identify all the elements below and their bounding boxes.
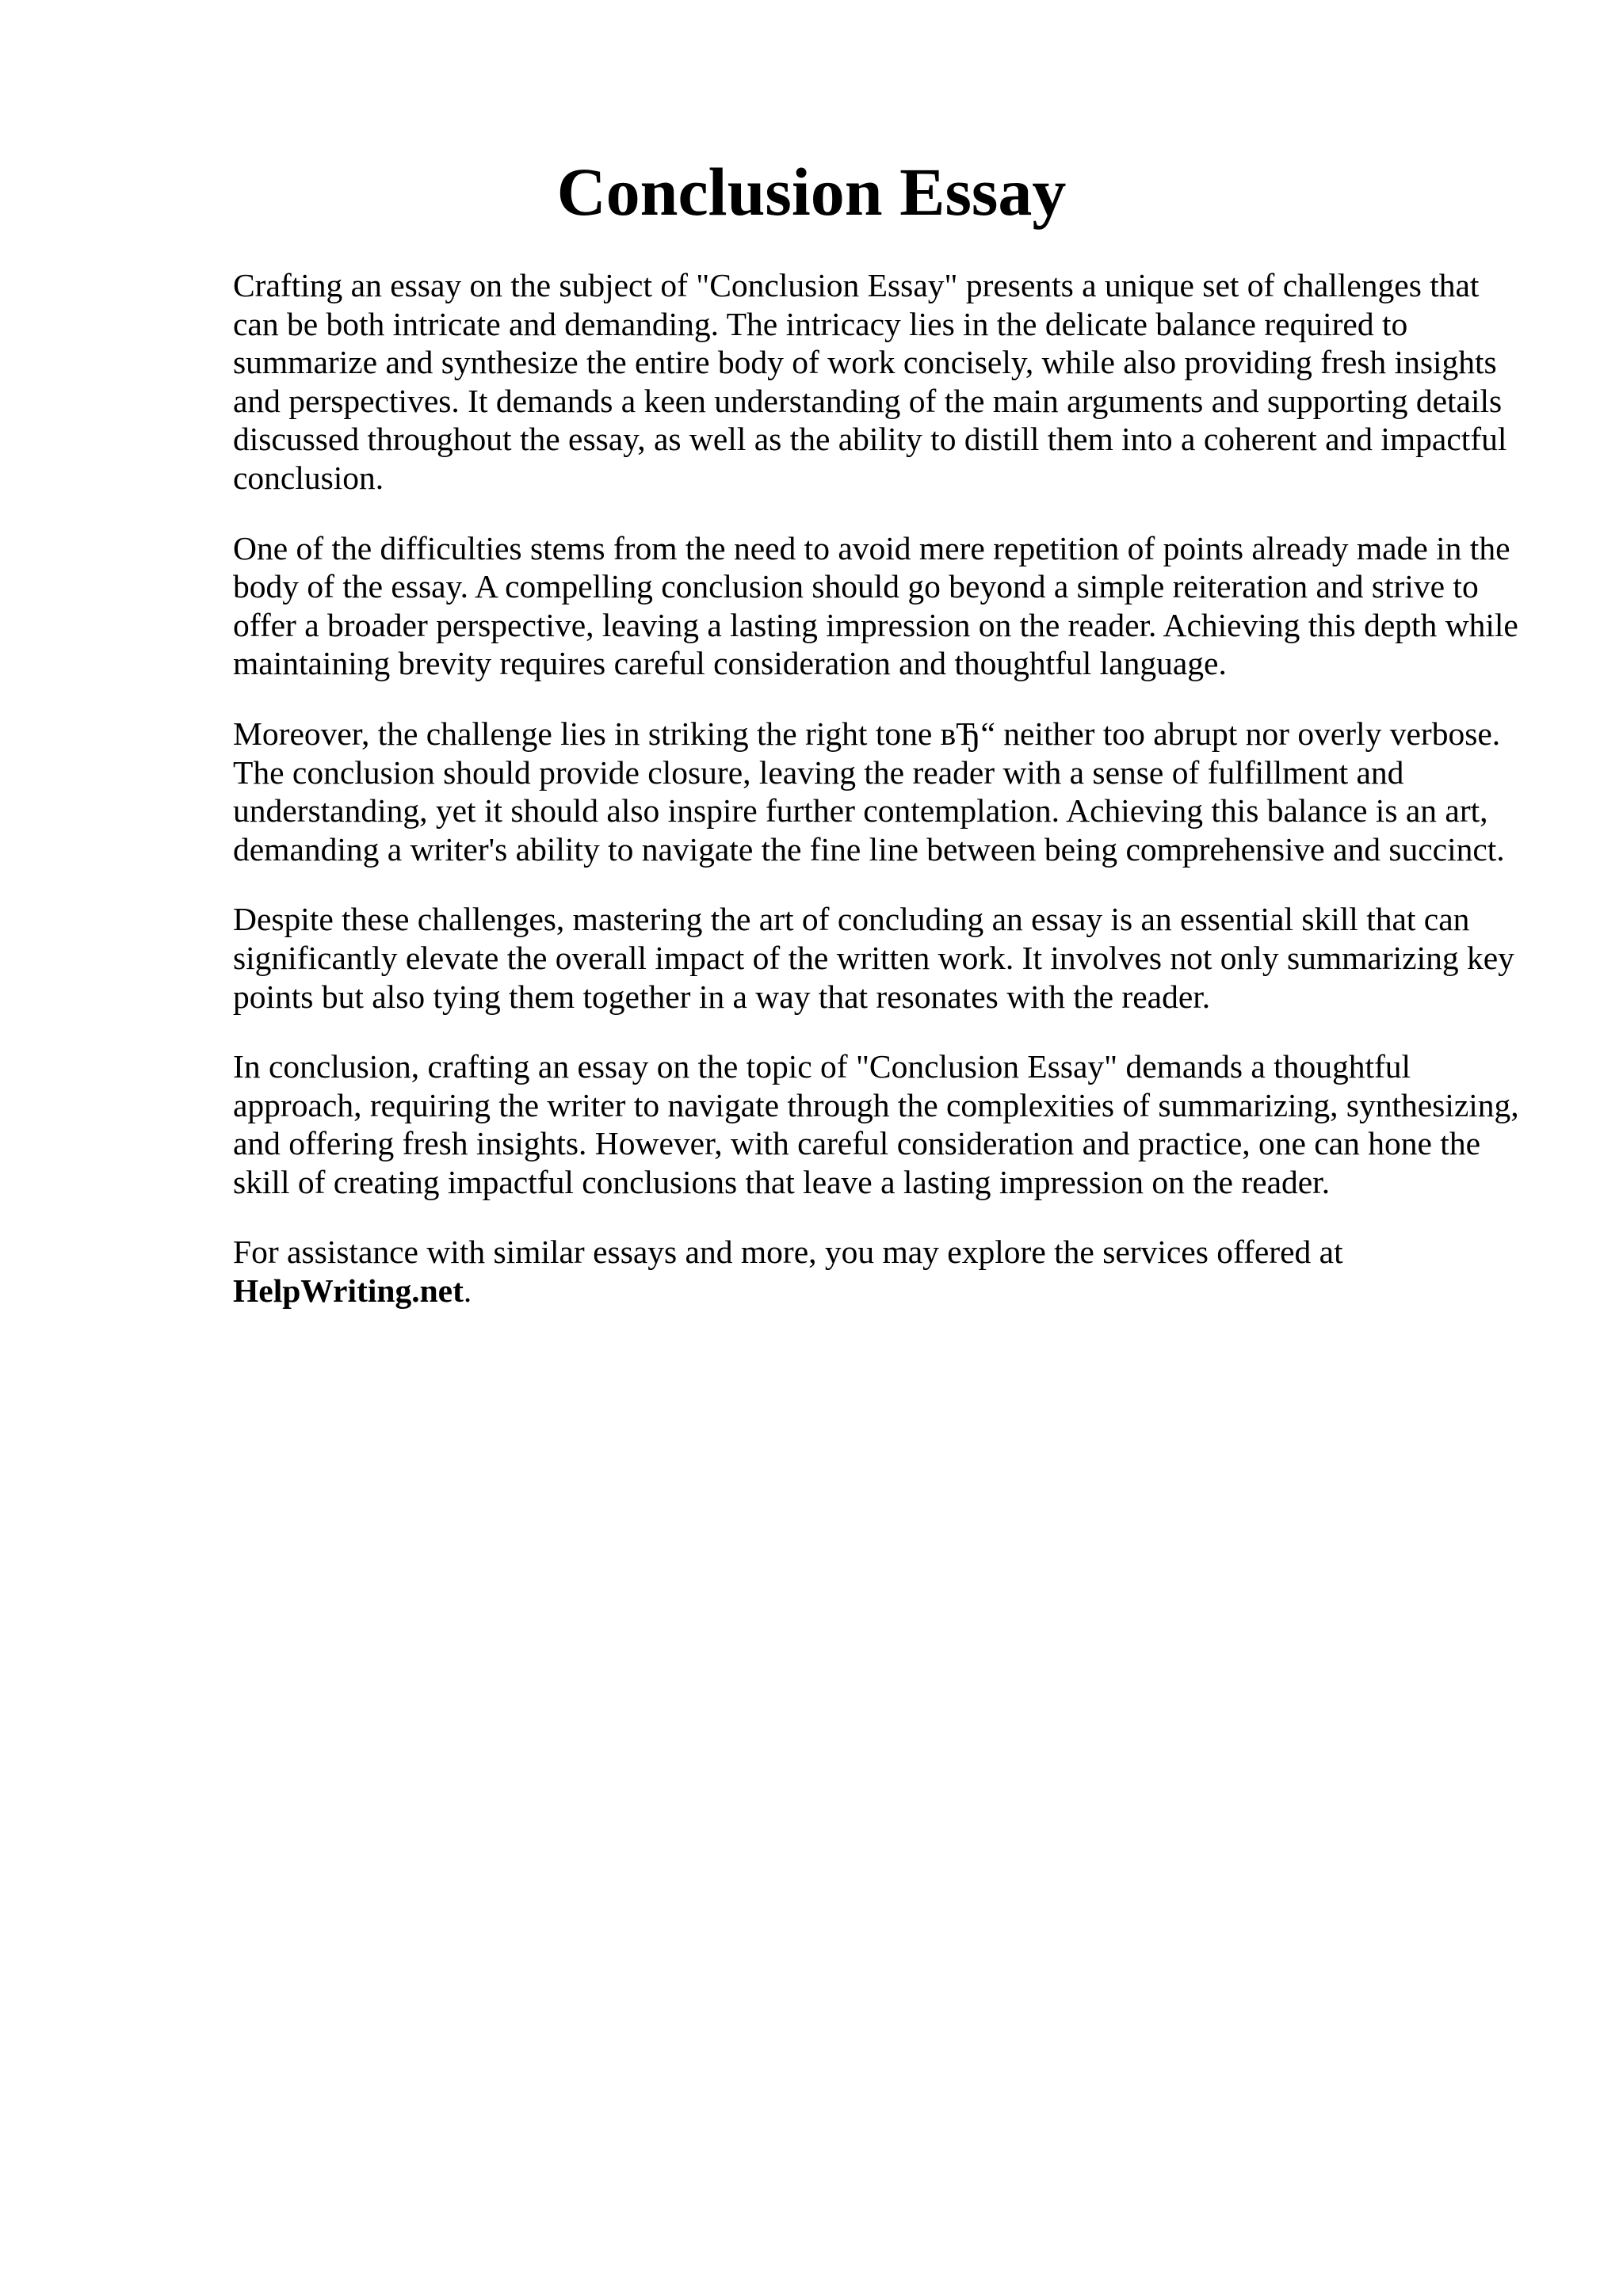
paragraph-1: Crafting an essay on the subject of "Conclusion Essay" presents a unique set of challenges that can be both intricate and demanding. The intricacy lies in the delicate balance required to summarize and synthesize the entire body of work concisely, while also providing fresh insights and perspectives. It demands a keen understanding of the main arguments and supporting details discussed throughout the essay, as well as the ability to distill them into a coherent and impactful conclusion. bbox=[233, 267, 1507, 496]
document-body bbox=[233, 266, 1533, 1342]
paragraph-2: One of the difficulties stems from the need to avoid mere repetition of points already made in the body of the essay. A compelling conclusion should go beyond a simple reiteration and strive to offer a broader perspective, leaving a lasting impression on the reader. Achieving this depth while maintaining brevity requires careful consideration and thoughtful language. bbox=[233, 529, 1518, 682]
paragraph-4: Despite these challenges, mastering the art of concluding an essay is an essential skill that can significantly elevate the overall impact of the written work. It involves not only summarizing key points but also tying them together in a way that resonates with the reader. bbox=[233, 901, 1514, 1015]
document-title: Conclusion Essay bbox=[556, 154, 1067, 230]
paragraph-3: Moreover, the challenge lies in striking the right tone вЂ“ neither too abrupt nor overly verbose. The conclusion should provide closure, leaving the reader with a sense of fulfillment and understanding, yet it should also inspire further contemplation. Achieving this balance is an art, demanding a writer's ability to navigate the fine line between being comprehensive and succinct. bbox=[233, 715, 1505, 868]
helpwriting-link[interactable]: HelpWriting.net bbox=[233, 1272, 464, 1310]
paragraph-5: In conclusion, crafting an essay on the topic of "Conclusion Essay" demands a thoughtful approach, requiring the writer to navigate through the complexities of summarizing, synthesizing, and offering fresh insights. However, with careful consideration and practice, one can hone the skill of creating impactful conclusions that leave a lasting impression on the reader. bbox=[233, 1048, 1519, 1200]
closing-text: For assistance with similar essays and more, you may explore the services offered at bbox=[233, 1234, 1343, 1271]
closing-period: . bbox=[463, 1272, 472, 1310]
closing-paragraph bbox=[233, 1233, 1533, 1310]
